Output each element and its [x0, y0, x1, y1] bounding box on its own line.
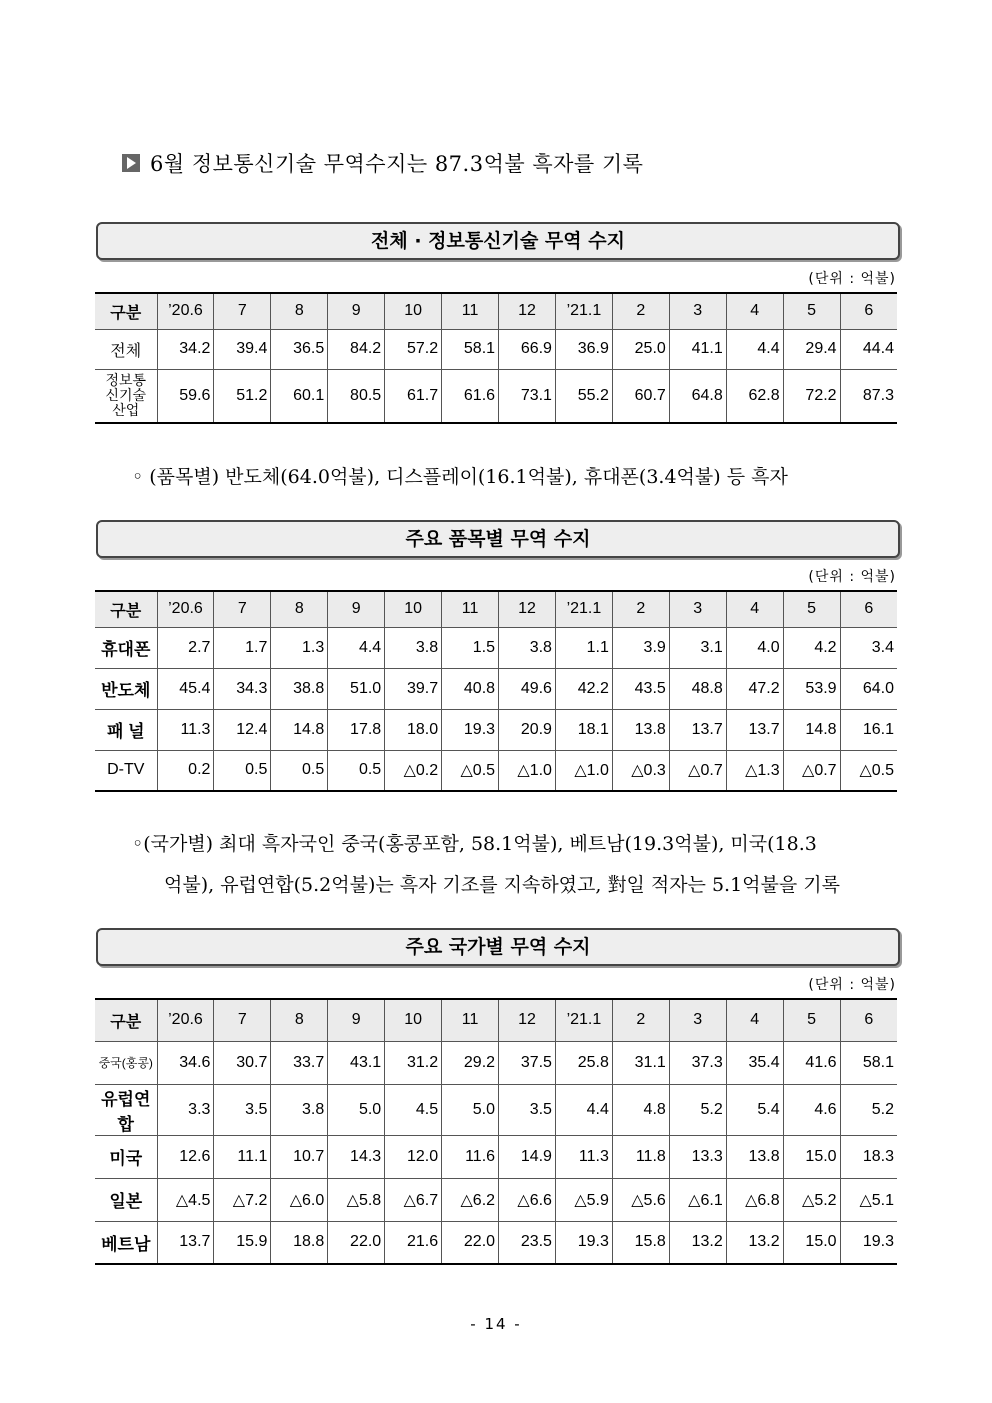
table-cell: 34.2: [157, 329, 214, 369]
column-header-period: 11: [442, 591, 499, 627]
table-cell: 64.0: [840, 668, 897, 709]
table-cell: △5.2: [783, 1178, 840, 1221]
table-cell: 31.2: [385, 1041, 442, 1084]
table-cell: 61.7: [385, 369, 442, 423]
table-cell: 43.1: [328, 1041, 385, 1084]
page-number: - 14 -: [470, 1315, 522, 1333]
table-cell: 55.2: [555, 369, 612, 423]
column-header-period: ’20.6: [157, 591, 214, 627]
column-header-period: 8: [271, 591, 328, 627]
table-cell: 1.5: [442, 627, 499, 668]
table-cell: 20.9: [499, 709, 556, 750]
table-cell: 18.3: [840, 1135, 897, 1178]
table-cell: 47.2: [726, 668, 783, 709]
column-header-period: ’21.1: [555, 591, 612, 627]
table-cell: 22.0: [328, 1221, 385, 1264]
table-cell: 11.6: [442, 1135, 499, 1178]
table-cell: 0.5: [271, 750, 328, 791]
bullet-by-country-line2: 억불), 유럽연합(5.2억불)는 흑자 기조를 지속하였고, 對일 적자는 5.1억불을 기록: [164, 874, 840, 896]
column-header-period: 8: [271, 999, 328, 1041]
table-cell: 72.2: [783, 369, 840, 423]
table-cell: 4.2: [783, 627, 840, 668]
table-cell: 43.5: [612, 668, 669, 709]
table-cell: 5.0: [328, 1084, 385, 1135]
table-cell: 13.8: [612, 709, 669, 750]
column-header-period: 3: [669, 591, 726, 627]
row-label: 전체: [95, 329, 157, 369]
table-cell: 5.2: [669, 1084, 726, 1135]
table-cell: 1.3: [271, 627, 328, 668]
table-cell: 15.9: [214, 1221, 271, 1264]
table-cell: 51.2: [214, 369, 271, 423]
table-cell: 14.8: [783, 709, 840, 750]
table-cell: 5.4: [726, 1084, 783, 1135]
table-cell: 1.7: [214, 627, 271, 668]
table-row: [95, 369, 897, 423]
table-cell: △6.7: [385, 1178, 442, 1221]
table-cell: 37.5: [499, 1041, 556, 1084]
table-row: [95, 1178, 897, 1221]
table-cell: 51.0: [328, 668, 385, 709]
column-header-period: 12: [499, 591, 556, 627]
table-cell: 25.0: [612, 329, 669, 369]
table-cell: 66.9: [499, 329, 556, 369]
table-cell: 0.5: [214, 750, 271, 791]
table-cell: 14.8: [271, 709, 328, 750]
column-header-period: 2: [612, 293, 669, 329]
row-label: 베트남: [95, 1221, 157, 1264]
table-cell: 38.8: [271, 668, 328, 709]
table2-title: 주요 품목별 무역 수지: [96, 520, 900, 558]
table-cell: 13.7: [669, 709, 726, 750]
table-cell: 11.3: [555, 1135, 612, 1178]
table-cell: 31.1: [612, 1041, 669, 1084]
column-header-category: 구분: [95, 591, 157, 627]
table-cell: 5.2: [840, 1084, 897, 1135]
column-header-period: 7: [214, 591, 271, 627]
table-row: [95, 1084, 897, 1135]
table-cell: 13.7: [157, 1221, 214, 1264]
column-header-category: 구분: [95, 293, 157, 329]
table-cell: 41.6: [783, 1041, 840, 1084]
table2: [95, 590, 897, 792]
table-cell: △7.2: [214, 1178, 271, 1221]
table-cell: 41.1: [669, 329, 726, 369]
section-heading: [122, 148, 643, 178]
table-cell: 5.0: [442, 1084, 499, 1135]
row-label: 중국(홍콩): [95, 1041, 157, 1084]
table-cell: 11.8: [612, 1135, 669, 1178]
table-cell: 19.3: [840, 1221, 897, 1264]
table-cell: 61.6: [442, 369, 499, 423]
table3: [95, 998, 897, 1265]
table1-header-row: [95, 293, 897, 329]
column-header-period: 4: [726, 999, 783, 1041]
table-cell: 87.3: [840, 369, 897, 423]
column-header-period: 9: [328, 591, 385, 627]
table-cell: △6.8: [726, 1178, 783, 1221]
row-label: 유럽연합: [95, 1084, 157, 1135]
table-cell: 30.7: [214, 1041, 271, 1084]
table-row: [95, 329, 897, 369]
column-header-period: 9: [328, 293, 385, 329]
column-header-period: 10: [385, 293, 442, 329]
table-cell: 34.6: [157, 1041, 214, 1084]
table-cell: 4.0: [726, 627, 783, 668]
table-cell: △0.5: [840, 750, 897, 791]
table-cell: 13.3: [669, 1135, 726, 1178]
table-cell: 17.8: [328, 709, 385, 750]
table-cell: 13.8: [726, 1135, 783, 1178]
table-cell: 48.8: [669, 668, 726, 709]
table-row: [95, 750, 897, 791]
table-cell: 12.6: [157, 1135, 214, 1178]
row-label: 패 널: [95, 709, 157, 750]
table-cell: 3.1: [669, 627, 726, 668]
column-header-period: ’21.1: [555, 293, 612, 329]
table-cell: 49.6: [499, 668, 556, 709]
table-cell: 39.7: [385, 668, 442, 709]
section-heading-text: 6월 정보통신기술 무역수지는 87.3억불 흑자를 기록: [150, 152, 644, 176]
table-cell: 11.3: [157, 709, 214, 750]
table3-header-row: [95, 999, 897, 1041]
table-cell: 3.5: [499, 1084, 556, 1135]
table-cell: 4.5: [385, 1084, 442, 1135]
column-header-period: 11: [442, 293, 499, 329]
table-cell: △0.5: [442, 750, 499, 791]
table-cell: 19.3: [442, 709, 499, 750]
table-cell: △0.7: [783, 750, 840, 791]
row-label: 미국: [95, 1135, 157, 1178]
table-cell: 13.2: [669, 1221, 726, 1264]
table-cell: 33.7: [271, 1041, 328, 1084]
table-cell: 39.4: [214, 329, 271, 369]
table-cell: △5.1: [840, 1178, 897, 1221]
table-cell: 3.3: [157, 1084, 214, 1135]
table-cell: 16.1: [840, 709, 897, 750]
table-cell: 13.7: [726, 709, 783, 750]
table-row: [95, 627, 897, 668]
table-cell: 3.5: [214, 1084, 271, 1135]
table-cell: 23.5: [499, 1221, 556, 1264]
table-cell: 29.4: [783, 329, 840, 369]
table-cell: 45.4: [157, 668, 214, 709]
table-cell: 15.0: [783, 1135, 840, 1178]
table-cell: 21.6: [385, 1221, 442, 1264]
table-row: [95, 1221, 897, 1264]
table-cell: 3.8: [385, 627, 442, 668]
column-header-period: 5: [783, 293, 840, 329]
triangle-bullet-icon: [122, 154, 140, 172]
table-cell: △5.9: [555, 1178, 612, 1221]
table-cell: 34.3: [214, 668, 271, 709]
column-header-period: ’21.1: [555, 999, 612, 1041]
row-label: 정보통 신기술 산업: [95, 369, 157, 423]
column-header-period: 5: [783, 999, 840, 1041]
column-header-category: 구분: [95, 999, 157, 1041]
table-cell: 4.8: [612, 1084, 669, 1135]
table-cell: 10.7: [271, 1135, 328, 1178]
column-header-period: 12: [499, 999, 556, 1041]
table-cell: △6.0: [271, 1178, 328, 1221]
table-cell: △1.0: [555, 750, 612, 791]
table-cell: 18.0: [385, 709, 442, 750]
table-cell: 36.5: [271, 329, 328, 369]
table-cell: △0.2: [385, 750, 442, 791]
table-cell: 18.8: [271, 1221, 328, 1264]
row-label: 휴대폰: [95, 627, 157, 668]
column-header-period: 2: [612, 591, 669, 627]
table-cell: 58.1: [442, 329, 499, 369]
table-cell: 40.8: [442, 668, 499, 709]
table-cell: 22.0: [442, 1221, 499, 1264]
table3-title: 주요 국가별 무역 수지: [96, 928, 900, 966]
table-cell: 60.1: [271, 369, 328, 423]
table-cell: 42.2: [555, 668, 612, 709]
table-cell: 84.2: [328, 329, 385, 369]
row-label: 일본: [95, 1178, 157, 1221]
table-cell: 4.4: [726, 329, 783, 369]
table-cell: 15.8: [612, 1221, 669, 1264]
table-cell: 19.3: [555, 1221, 612, 1264]
table2-unit: (단위 : 억불): [808, 569, 896, 585]
table1-unit: (단위 : 억불): [808, 271, 896, 287]
table-cell: 25.8: [555, 1041, 612, 1084]
column-header-period: 10: [385, 591, 442, 627]
column-header-period: 12: [499, 293, 556, 329]
column-header-period: ’20.6: [157, 293, 214, 329]
table-cell: 3.4: [840, 627, 897, 668]
table-row: [95, 668, 897, 709]
table-row: [95, 1135, 897, 1178]
table-cell: 64.8: [669, 369, 726, 423]
column-header-period: 7: [214, 293, 271, 329]
column-header-period: ’20.6: [157, 999, 214, 1041]
column-header-period: 6: [840, 293, 897, 329]
table-cell: 18.1: [555, 709, 612, 750]
table-cell: 1.1: [555, 627, 612, 668]
row-label: D-TV: [95, 750, 157, 791]
column-header-period: 5: [783, 591, 840, 627]
table-cell: 3.9: [612, 627, 669, 668]
column-header-period: 8: [271, 293, 328, 329]
table-cell: 62.8: [726, 369, 783, 423]
column-header-period: 4: [726, 293, 783, 329]
table-cell: 60.7: [612, 369, 669, 423]
table-cell: 35.4: [726, 1041, 783, 1084]
table-cell: △4.5: [157, 1178, 214, 1221]
table-row: [95, 1041, 897, 1084]
table-cell: 36.9: [555, 329, 612, 369]
table-cell: 15.0: [783, 1221, 840, 1264]
table-cell: 14.9: [499, 1135, 556, 1178]
table-cell: 3.8: [499, 627, 556, 668]
table-cell: 13.2: [726, 1221, 783, 1264]
table-cell: 57.2: [385, 329, 442, 369]
table-cell: 14.3: [328, 1135, 385, 1178]
table-cell: 0.2: [157, 750, 214, 791]
column-header-period: 10: [385, 999, 442, 1041]
table-cell: △6.6: [499, 1178, 556, 1221]
table-cell: △5.8: [328, 1178, 385, 1221]
column-header-period: 3: [669, 999, 726, 1041]
bullet-by-country-line1: ◦(국가별) 최대 흑자국인 중국(홍콩포함, 58.1억불), 베트남(19.3억불), 미국(18.3: [132, 833, 817, 855]
table1: [95, 292, 897, 424]
table-cell: △1.0: [499, 750, 556, 791]
table-cell: 0.5: [328, 750, 385, 791]
table-cell: 59.6: [157, 369, 214, 423]
table-row: [95, 709, 897, 750]
table-cell: 3.8: [271, 1084, 328, 1135]
table1-title: 전체 · 정보통신기술 무역 수지: [96, 222, 900, 260]
column-header-period: 7: [214, 999, 271, 1041]
table-cell: 12.4: [214, 709, 271, 750]
column-header-period: 11: [442, 999, 499, 1041]
table-cell: △5.6: [612, 1178, 669, 1221]
table-cell: 73.1: [499, 369, 556, 423]
bullet-by-item: ◦ (품목별) 반도체(64.0억불), 디스플레이(16.1억불), 휴대폰(3.4억불) 등 흑자: [132, 466, 788, 488]
table2-header-row: [95, 591, 897, 627]
table-cell: 53.9: [783, 668, 840, 709]
table-cell: 4.4: [328, 627, 385, 668]
table-cell: △6.2: [442, 1178, 499, 1221]
row-label: 반도체: [95, 668, 157, 709]
table-cell: 29.2: [442, 1041, 499, 1084]
table-cell: 37.3: [669, 1041, 726, 1084]
column-header-period: 2: [612, 999, 669, 1041]
column-header-period: 9: [328, 999, 385, 1041]
table-cell: △1.3: [726, 750, 783, 791]
table-cell: 11.1: [214, 1135, 271, 1178]
table-cell: 12.0: [385, 1135, 442, 1178]
table-cell: 80.5: [328, 369, 385, 423]
column-header-period: 4: [726, 591, 783, 627]
column-header-period: 6: [840, 591, 897, 627]
table3-unit: (단위 : 억불): [808, 977, 896, 993]
column-header-period: 3: [669, 293, 726, 329]
table-cell: △0.7: [669, 750, 726, 791]
table-cell: 4.6: [783, 1084, 840, 1135]
table-cell: 58.1: [840, 1041, 897, 1084]
column-header-period: 6: [840, 999, 897, 1041]
table-cell: 4.4: [555, 1084, 612, 1135]
table-cell: △6.1: [669, 1178, 726, 1221]
table-cell: 2.7: [157, 627, 214, 668]
table-cell: △0.3: [612, 750, 669, 791]
table-cell: 44.4: [840, 329, 897, 369]
